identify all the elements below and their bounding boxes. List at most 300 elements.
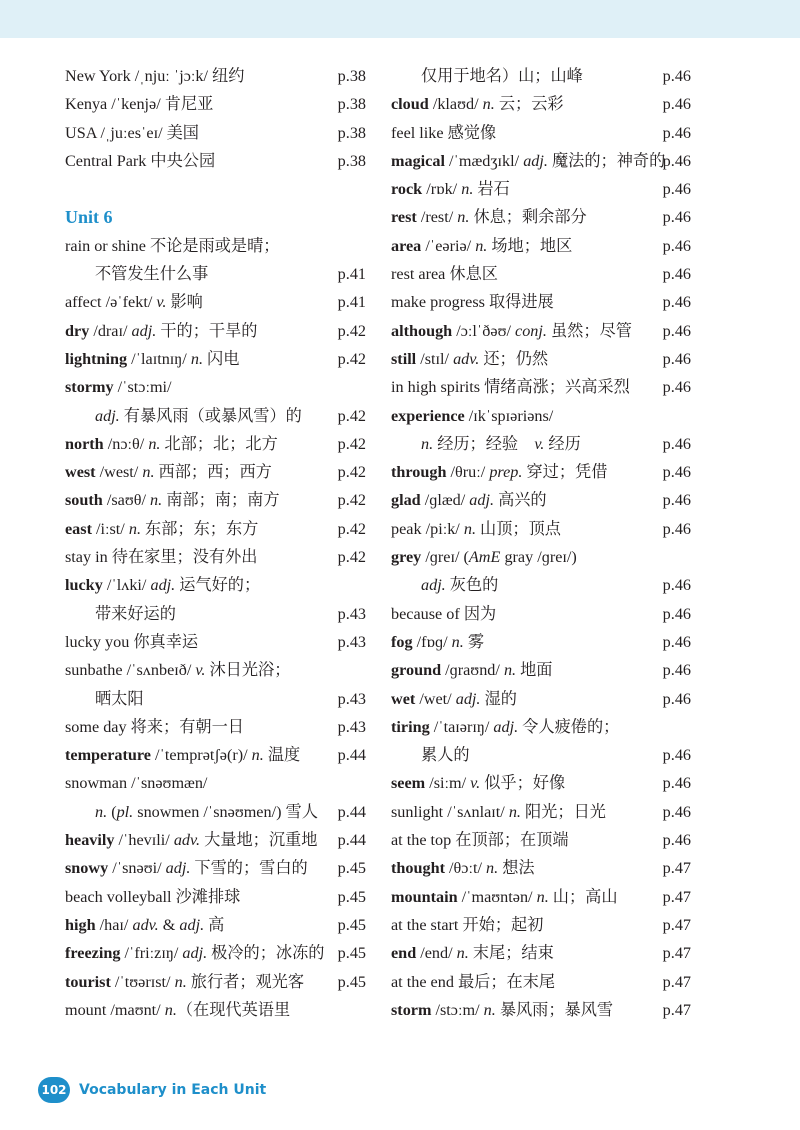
definition-text: 待在家里；没有外出 <box>107 548 258 567</box>
entry-text <box>391 175 510 203</box>
entry-text <box>391 826 569 854</box>
definition-text: 中央公园 <box>146 151 216 170</box>
page-reference: p.38 <box>337 123 366 142</box>
page-reference: p.42 <box>337 434 366 453</box>
page-reference: p.47 <box>662 915 691 934</box>
definition-text: /rest/ <box>416 208 458 227</box>
vocab-entry <box>65 515 366 543</box>
definition-text: 干的；干旱的 <box>156 321 258 340</box>
entry-text <box>65 571 260 599</box>
part-of-speech: adj. <box>131 321 157 340</box>
vocab-entry <box>65 458 366 486</box>
page-reference: p.46 <box>662 321 691 340</box>
page-reference: p.45 <box>337 915 366 934</box>
headword: beach volleyball <box>65 887 172 906</box>
entry-text <box>65 458 272 486</box>
vocab-entry <box>391 402 691 430</box>
definition-text: 你真幸运 <box>129 632 199 651</box>
vocab-entry <box>391 317 691 345</box>
page-reference: p.47 <box>662 859 691 878</box>
headword: mountain <box>391 887 458 906</box>
vocab-entry-continuation <box>65 685 366 713</box>
page-reference: p.43 <box>337 689 366 708</box>
headword: experience <box>391 406 465 425</box>
headword: peak <box>391 519 422 538</box>
page-reference: p.38 <box>337 95 366 114</box>
page-reference: p.38 <box>337 67 366 85</box>
page-reference: p.46 <box>662 831 691 850</box>
part-of-speech: n. <box>148 434 161 453</box>
vocab-entry <box>391 147 691 175</box>
definition-text: 云；云彩 <box>494 95 564 114</box>
part-of-speech: n. <box>456 944 469 963</box>
definition-text: 晒太阳 <box>95 689 144 708</box>
vocab-entry <box>391 90 691 118</box>
entry-text <box>95 260 208 288</box>
definition-text: 旅行者；观光客 <box>186 972 305 991</box>
part-of-speech: n. <box>190 349 203 368</box>
definition-text: 灰色的 <box>445 576 499 595</box>
page-reference: p.44 <box>337 746 366 765</box>
headword: at the top <box>391 831 452 850</box>
page-reference: p.46 <box>662 746 691 765</box>
page-reference: p.42 <box>337 321 366 340</box>
page-reference: p.38 <box>337 151 366 170</box>
part-of-speech: adj. <box>523 151 548 170</box>
definition-text: /ˈstɔːmi/ <box>113 378 172 397</box>
definition-text: /piːk/ <box>421 519 464 538</box>
page-reference: p.42 <box>337 406 366 425</box>
vocab-entry <box>65 713 366 741</box>
entry-text <box>95 600 176 628</box>
headword: because of <box>391 604 460 623</box>
headword: dry <box>65 321 90 340</box>
page-reference: p.46 <box>662 378 691 397</box>
definition-text: 运气好的； <box>175 576 261 595</box>
definition-text: /ˈsnəʊmæn/ <box>127 774 208 793</box>
page-reference: p.47 <box>662 887 691 906</box>
headword: rest <box>391 208 417 227</box>
definition-text: 带来好运的 <box>95 604 176 623</box>
headword: lightning <box>65 349 128 368</box>
headword: high <box>65 915 96 934</box>
page-reference: p.45 <box>337 972 366 991</box>
definition-text: 雾 <box>463 632 484 651</box>
definition-text: /maʊnt/ <box>106 1000 165 1019</box>
entry-text <box>65 430 278 458</box>
headword: feel like <box>391 123 444 142</box>
definition-text: 温度 <box>263 746 301 765</box>
entry-text <box>391 713 619 741</box>
entry-text <box>95 685 144 713</box>
page-reference: p.46 <box>662 95 691 114</box>
page-reference: p.46 <box>662 151 691 170</box>
entry-text <box>65 543 257 571</box>
definition-text: /ɔːlˈðəʊ/ <box>452 321 516 340</box>
unit-title: Unit 6 <box>65 207 113 228</box>
headword: south <box>65 491 103 510</box>
entry-text <box>65 345 239 373</box>
part-of-speech: AmE <box>468 548 501 567</box>
header-band <box>0 0 800 38</box>
entry-text <box>65 968 304 996</box>
definition-text: /stɪl/ <box>416 349 454 368</box>
definition-text: /ˈtemprətʃə(r)/ <box>151 746 252 765</box>
definition-text: 仅用于地名）山；山峰 <box>421 67 583 85</box>
definition-text: 累人的 <box>421 746 470 765</box>
definition-text: 沙滩排球 <box>171 887 241 906</box>
definition-text: /ˈsʌnlaɪt/ <box>443 802 509 821</box>
headword: some day <box>65 717 127 736</box>
definition-text: /θɔːt/ <box>444 859 487 878</box>
part-of-speech: n. <box>174 972 187 991</box>
definition-text: 岩石 <box>473 180 510 199</box>
headword: snowman <box>65 774 128 793</box>
definition-text: /stɔːm/ <box>431 1000 484 1019</box>
definition-text: /ˌjuːesˈeɪ/ 美国 <box>96 123 199 142</box>
vocab-entry <box>391 798 691 826</box>
headword: ground <box>391 661 442 680</box>
vocab-entry <box>391 600 691 628</box>
page-reference: p.42 <box>337 548 366 567</box>
definition-text: 场地；地区 <box>487 236 573 255</box>
definition-text: 休息；剩余部分 <box>469 208 587 227</box>
vocab-entry <box>391 543 691 571</box>
vocab-entry <box>391 515 691 543</box>
definition-text: /ɡraʊnd/ <box>441 661 504 680</box>
part-of-speech: n. <box>142 463 155 482</box>
headword: Central Park <box>65 151 147 170</box>
page-reference: p.43 <box>337 632 366 651</box>
part-of-speech: n. <box>503 661 517 680</box>
vocab-entry <box>65 232 366 260</box>
page-reference: p.41 <box>337 293 366 312</box>
headword: magical <box>391 151 445 170</box>
entry-text <box>65 769 207 797</box>
entry-text <box>391 685 517 713</box>
vocab-entry <box>391 486 691 514</box>
entry-text <box>391 402 553 430</box>
headword: at the start <box>391 915 459 934</box>
entry-text <box>391 458 607 486</box>
headword: Kenya <box>65 95 108 114</box>
page-reference: p.46 <box>662 774 691 793</box>
part-of-speech: n. <box>483 1000 496 1019</box>
headword: rock <box>391 180 423 199</box>
headword: north <box>65 434 104 453</box>
page-reference: p.43 <box>337 604 366 623</box>
definition-text: /ɡreɪ/ ( <box>421 548 469 567</box>
entry-text <box>65 826 317 854</box>
definition-text: 不论是雨或是晴； <box>145 236 280 255</box>
definition-text: 西部；西；西方 <box>154 463 272 482</box>
right-vocab-column <box>391 62 691 1024</box>
part-of-speech: n. <box>536 887 549 906</box>
vocab-entry <box>65 543 366 571</box>
definition-text: 高 <box>204 915 225 934</box>
part-of-speech: n. <box>150 491 163 510</box>
definition-text: 不管发生什么事 <box>95 265 209 284</box>
vocab-entry <box>65 656 366 684</box>
headword: snowy <box>65 859 109 878</box>
headword: storm <box>391 1000 432 1019</box>
vocab-entry <box>65 968 366 996</box>
headword: seem <box>391 774 426 793</box>
vocab-entry <box>65 62 366 90</box>
definition-text: 山顶；顶点 <box>475 519 561 538</box>
headword: lucky you <box>65 632 130 651</box>
headword: make progress <box>391 293 485 312</box>
entry-text <box>391 147 665 175</box>
definition-text: 经历 <box>544 434 581 453</box>
page-reference: p.46 <box>662 349 691 368</box>
vocab-entry <box>391 996 691 1024</box>
page-reference: p.45 <box>337 944 366 963</box>
definition-text: /ˈkenjə/ 肯尼亚 <box>107 95 214 114</box>
page-reference: p.46 <box>662 180 691 199</box>
vocab-entry-continuation <box>65 798 366 826</box>
headword: glad <box>391 491 421 510</box>
left-vocab-column <box>65 62 366 1024</box>
vocab-entry-continuation <box>65 600 366 628</box>
headword: sunlight <box>391 802 444 821</box>
vocab-entry <box>391 203 691 231</box>
definition-text: 山；高山 <box>548 887 618 906</box>
part-of-speech: n. <box>451 632 464 651</box>
page-reference: p.46 <box>662 208 691 227</box>
page-number-badge: 102 <box>38 1077 70 1103</box>
entry-text <box>421 571 498 599</box>
definition-text: /ˈtaɪərɪŋ/ <box>429 717 494 736</box>
headword: lucky <box>65 576 103 595</box>
definition-text: 开始；起初 <box>458 915 544 934</box>
entry-text <box>391 260 498 288</box>
headword: cloud <box>391 95 429 114</box>
vocab-entry <box>65 317 366 345</box>
definition-text: /draɪ/ <box>89 321 132 340</box>
definition-text: 影响 <box>166 293 203 312</box>
definition-text: /nɔːθ/ <box>103 434 149 453</box>
vocab-entry <box>391 685 691 713</box>
definition-text: 暴风雨；暴风雪 <box>495 1000 614 1019</box>
definition-text: /haɪ/ <box>95 915 133 934</box>
part-of-speech: adj. <box>179 915 205 934</box>
headword: thought <box>391 859 445 878</box>
headword: USA <box>65 123 97 142</box>
entry-text <box>391 798 606 826</box>
entry-text <box>391 769 565 797</box>
vocab-entry <box>65 430 366 458</box>
definition-text: 高兴的 <box>494 491 547 510</box>
entry-text <box>95 402 302 430</box>
part-of-speech: adj. <box>165 859 191 878</box>
entry-text <box>65 317 257 345</box>
definition-text: /θruː/ <box>446 463 490 482</box>
section-spacer <box>65 175 366 203</box>
page-reference: p.47 <box>662 972 691 991</box>
entry-text <box>391 628 484 656</box>
page-reference: p.42 <box>337 491 366 510</box>
definition-text: /ˈfriːzɪŋ/ <box>120 944 183 963</box>
headword: east <box>65 519 92 538</box>
part-of-speech: adj. <box>150 576 176 595</box>
page-reference: p.46 <box>662 463 691 482</box>
page-reference: p.45 <box>337 887 366 906</box>
definition-text: /ɪkˈspɪəriəns/ <box>464 406 554 425</box>
entry-text <box>65 147 215 175</box>
part-of-speech: adv. <box>132 915 159 934</box>
definition-text: 因为 <box>459 604 497 623</box>
headword: stormy <box>65 378 114 397</box>
definition-text: /ˈsʌnbeɪð/ <box>122 661 196 680</box>
page-reference: p.47 <box>662 944 691 963</box>
entry-text <box>65 713 244 741</box>
entry-text <box>65 288 203 316</box>
vocab-entry <box>391 968 691 996</box>
definition-text: /iːst/ <box>91 519 129 538</box>
entry-text <box>65 515 258 543</box>
vocab-entry <box>391 373 691 401</box>
definition-text: /wet/ <box>415 689 456 708</box>
vocab-entry <box>65 939 366 967</box>
definition-text: /fɒɡ/ <box>412 632 452 651</box>
vocab-entry <box>65 345 366 373</box>
entry-text <box>391 515 561 543</box>
definition-text: 魔法的；神奇的 <box>547 151 666 170</box>
headword: grey <box>391 548 422 567</box>
part-of-speech: n. <box>486 859 499 878</box>
part-of-speech: n. <box>128 519 141 538</box>
headword: still <box>391 349 417 368</box>
headword: tourist <box>65 972 111 991</box>
part-of-speech: n. <box>463 519 476 538</box>
vocab-entry <box>65 854 366 882</box>
entry-text <box>95 798 318 826</box>
definition-text: /klaʊd/ <box>428 95 483 114</box>
page-reference: p.45 <box>337 859 366 878</box>
definition-text: /west/ <box>95 463 143 482</box>
part-of-speech: adj. <box>493 717 519 736</box>
vocab-entry <box>65 741 366 769</box>
part-of-speech: n. <box>457 208 470 227</box>
part-of-speech: conj. <box>515 321 547 340</box>
vocab-entry <box>65 90 366 118</box>
page-reference: p.46 <box>662 661 691 680</box>
definition-text: & <box>158 915 180 934</box>
headword: affect <box>65 293 102 312</box>
vocab-entry <box>391 175 691 203</box>
footer-title: Vocabulary in Each Unit <box>79 1082 267 1098</box>
headword: area <box>391 236 422 255</box>
definition-text: gray /ɡreɪ/) <box>500 548 577 567</box>
definition-text: /ˈlaɪtnɪŋ/ <box>127 349 191 368</box>
definition-text: /ɡlæd/ <box>420 491 470 510</box>
vocab-entry-continuation <box>65 260 366 288</box>
page-reference: p.44 <box>337 802 366 821</box>
vocab-entry <box>65 628 366 656</box>
page-reference: p.44 <box>337 831 366 850</box>
definition-text: 感觉像 <box>443 123 497 142</box>
headword: heavily <box>65 831 115 850</box>
entry-text <box>65 232 279 260</box>
page-reference: p.42 <box>337 519 366 538</box>
part-of-speech: prep. <box>489 463 523 482</box>
definition-text: 阳光；日光 <box>520 802 606 821</box>
vocab-entry <box>391 911 691 939</box>
entry-text <box>65 854 308 882</box>
entry-text <box>391 119 496 147</box>
definition-text: 穿过；凭借 <box>522 463 608 482</box>
entry-text <box>391 543 577 571</box>
entry-text <box>391 656 553 684</box>
page-reference: p.46 <box>662 434 691 453</box>
part-of-speech: adj. <box>182 944 208 963</box>
definition-text: 似乎；好像 <box>480 774 566 793</box>
headword: fog <box>391 632 413 651</box>
definition-text: /ˈeəriə/ <box>421 236 476 255</box>
headword: rain or shine <box>65 236 146 255</box>
vocab-entry <box>65 769 366 797</box>
vocab-entry <box>65 826 366 854</box>
entry-text <box>391 911 543 939</box>
definition-text: ( <box>107 802 117 821</box>
headword: temperature <box>65 746 151 765</box>
page-footer <box>38 1077 266 1103</box>
entry-text <box>65 62 244 90</box>
definition-text: 东部；东；东方 <box>141 519 259 538</box>
vocab-entry <box>391 883 691 911</box>
entry-text <box>65 119 199 147</box>
definition-text: 下雪的；雪白的 <box>190 859 308 878</box>
definition-text: 极冷的；冰冻的 <box>207 944 325 963</box>
definition-text: 想法 <box>498 859 535 878</box>
part-of-speech: n. <box>421 434 434 453</box>
page-reference: p.46 <box>662 123 691 142</box>
entry-text <box>391 345 548 373</box>
page-reference: p.46 <box>662 519 691 538</box>
definition-text: 沐日光浴； <box>205 661 291 680</box>
page-reference: p.46 <box>662 293 691 312</box>
entry-text <box>65 90 213 118</box>
page-reference: p.46 <box>662 802 691 821</box>
entry-text <box>391 883 618 911</box>
part-of-speech: v. <box>156 293 167 312</box>
entry-text <box>391 373 630 401</box>
page-reference: p.43 <box>337 717 366 736</box>
page-reference: p.46 <box>662 576 691 595</box>
definition-text: 取得进展 <box>484 293 554 312</box>
unit-heading <box>65 203 366 231</box>
vocab-entry <box>65 119 366 147</box>
definition-text: 地面 <box>516 661 553 680</box>
vocab-entry <box>65 996 366 1024</box>
entry-text <box>391 600 496 628</box>
entry-text <box>391 854 535 882</box>
definition-text: 湿的 <box>480 689 517 708</box>
definition-text: 在顶部；在顶端 <box>451 831 569 850</box>
entry-text <box>391 90 564 118</box>
headword: mount <box>65 1000 107 1019</box>
vocab-entry <box>65 883 366 911</box>
vocab-entry <box>391 826 691 854</box>
entry-text <box>65 628 198 656</box>
headword: wet <box>391 689 416 708</box>
vocab-entry <box>391 656 691 684</box>
entry-text <box>391 968 555 996</box>
vocab-entry-continuation <box>65 402 366 430</box>
vocab-entry <box>391 713 691 741</box>
entry-text <box>65 996 290 1024</box>
